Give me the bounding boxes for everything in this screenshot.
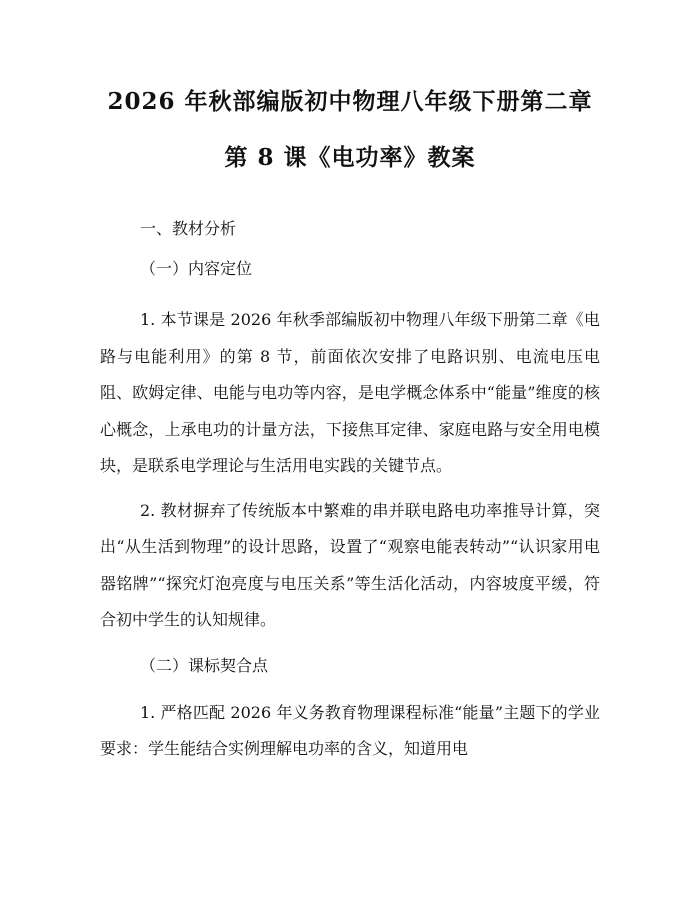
subsection-heading-content-positioning: （一）内容定位 (140, 259, 253, 278)
paragraph-content-positioning-1: 1. 本节课是 2026 年秋季部编版初中物理八年级下册第二章《电路与电能利用》的第 8 节，前面依次安排了电路识别、电流电压电阻、欧姆定律、电能与电功等内容，是电学概念体系中“能量”维度的核心概念，上承电功的计量方法，下接焦耳定律、家庭电路与安全用电模块，是联系电学理论与生活用电实践的关键节点。 (100, 310, 600, 475)
document-title-line-1: 2026 年秋部编版初中物理八年级下册第二章 (107, 88, 593, 115)
document-title-line-2: 第 8 课《电功率》教案 (224, 144, 476, 171)
paragraph-curriculum-alignment-1: 1. 严格匹配 2026 年义务教育物理课程标准“能量”主题下的学业要求：学生能结合实例理解电功率的含义，知道用电 (100, 702, 600, 758)
paragraph-content-positioning-2: 2. 教材摒弃了传统版本中繁难的串并联电路电功率推导计算，突出“从生活到物理”的设计思路，设置了“观察电能表转动”“认识家用电器铭牌”“探究灯泡亮度与电压关系”等生活化活动，内容坡度平缓，符合初中学生的认知规律。 (100, 500, 600, 629)
subsection-heading-curriculum-alignment: （二）课标契合点 (140, 655, 269, 675)
section-heading-textbook-analysis: 一、教材分析 (140, 219, 237, 238)
